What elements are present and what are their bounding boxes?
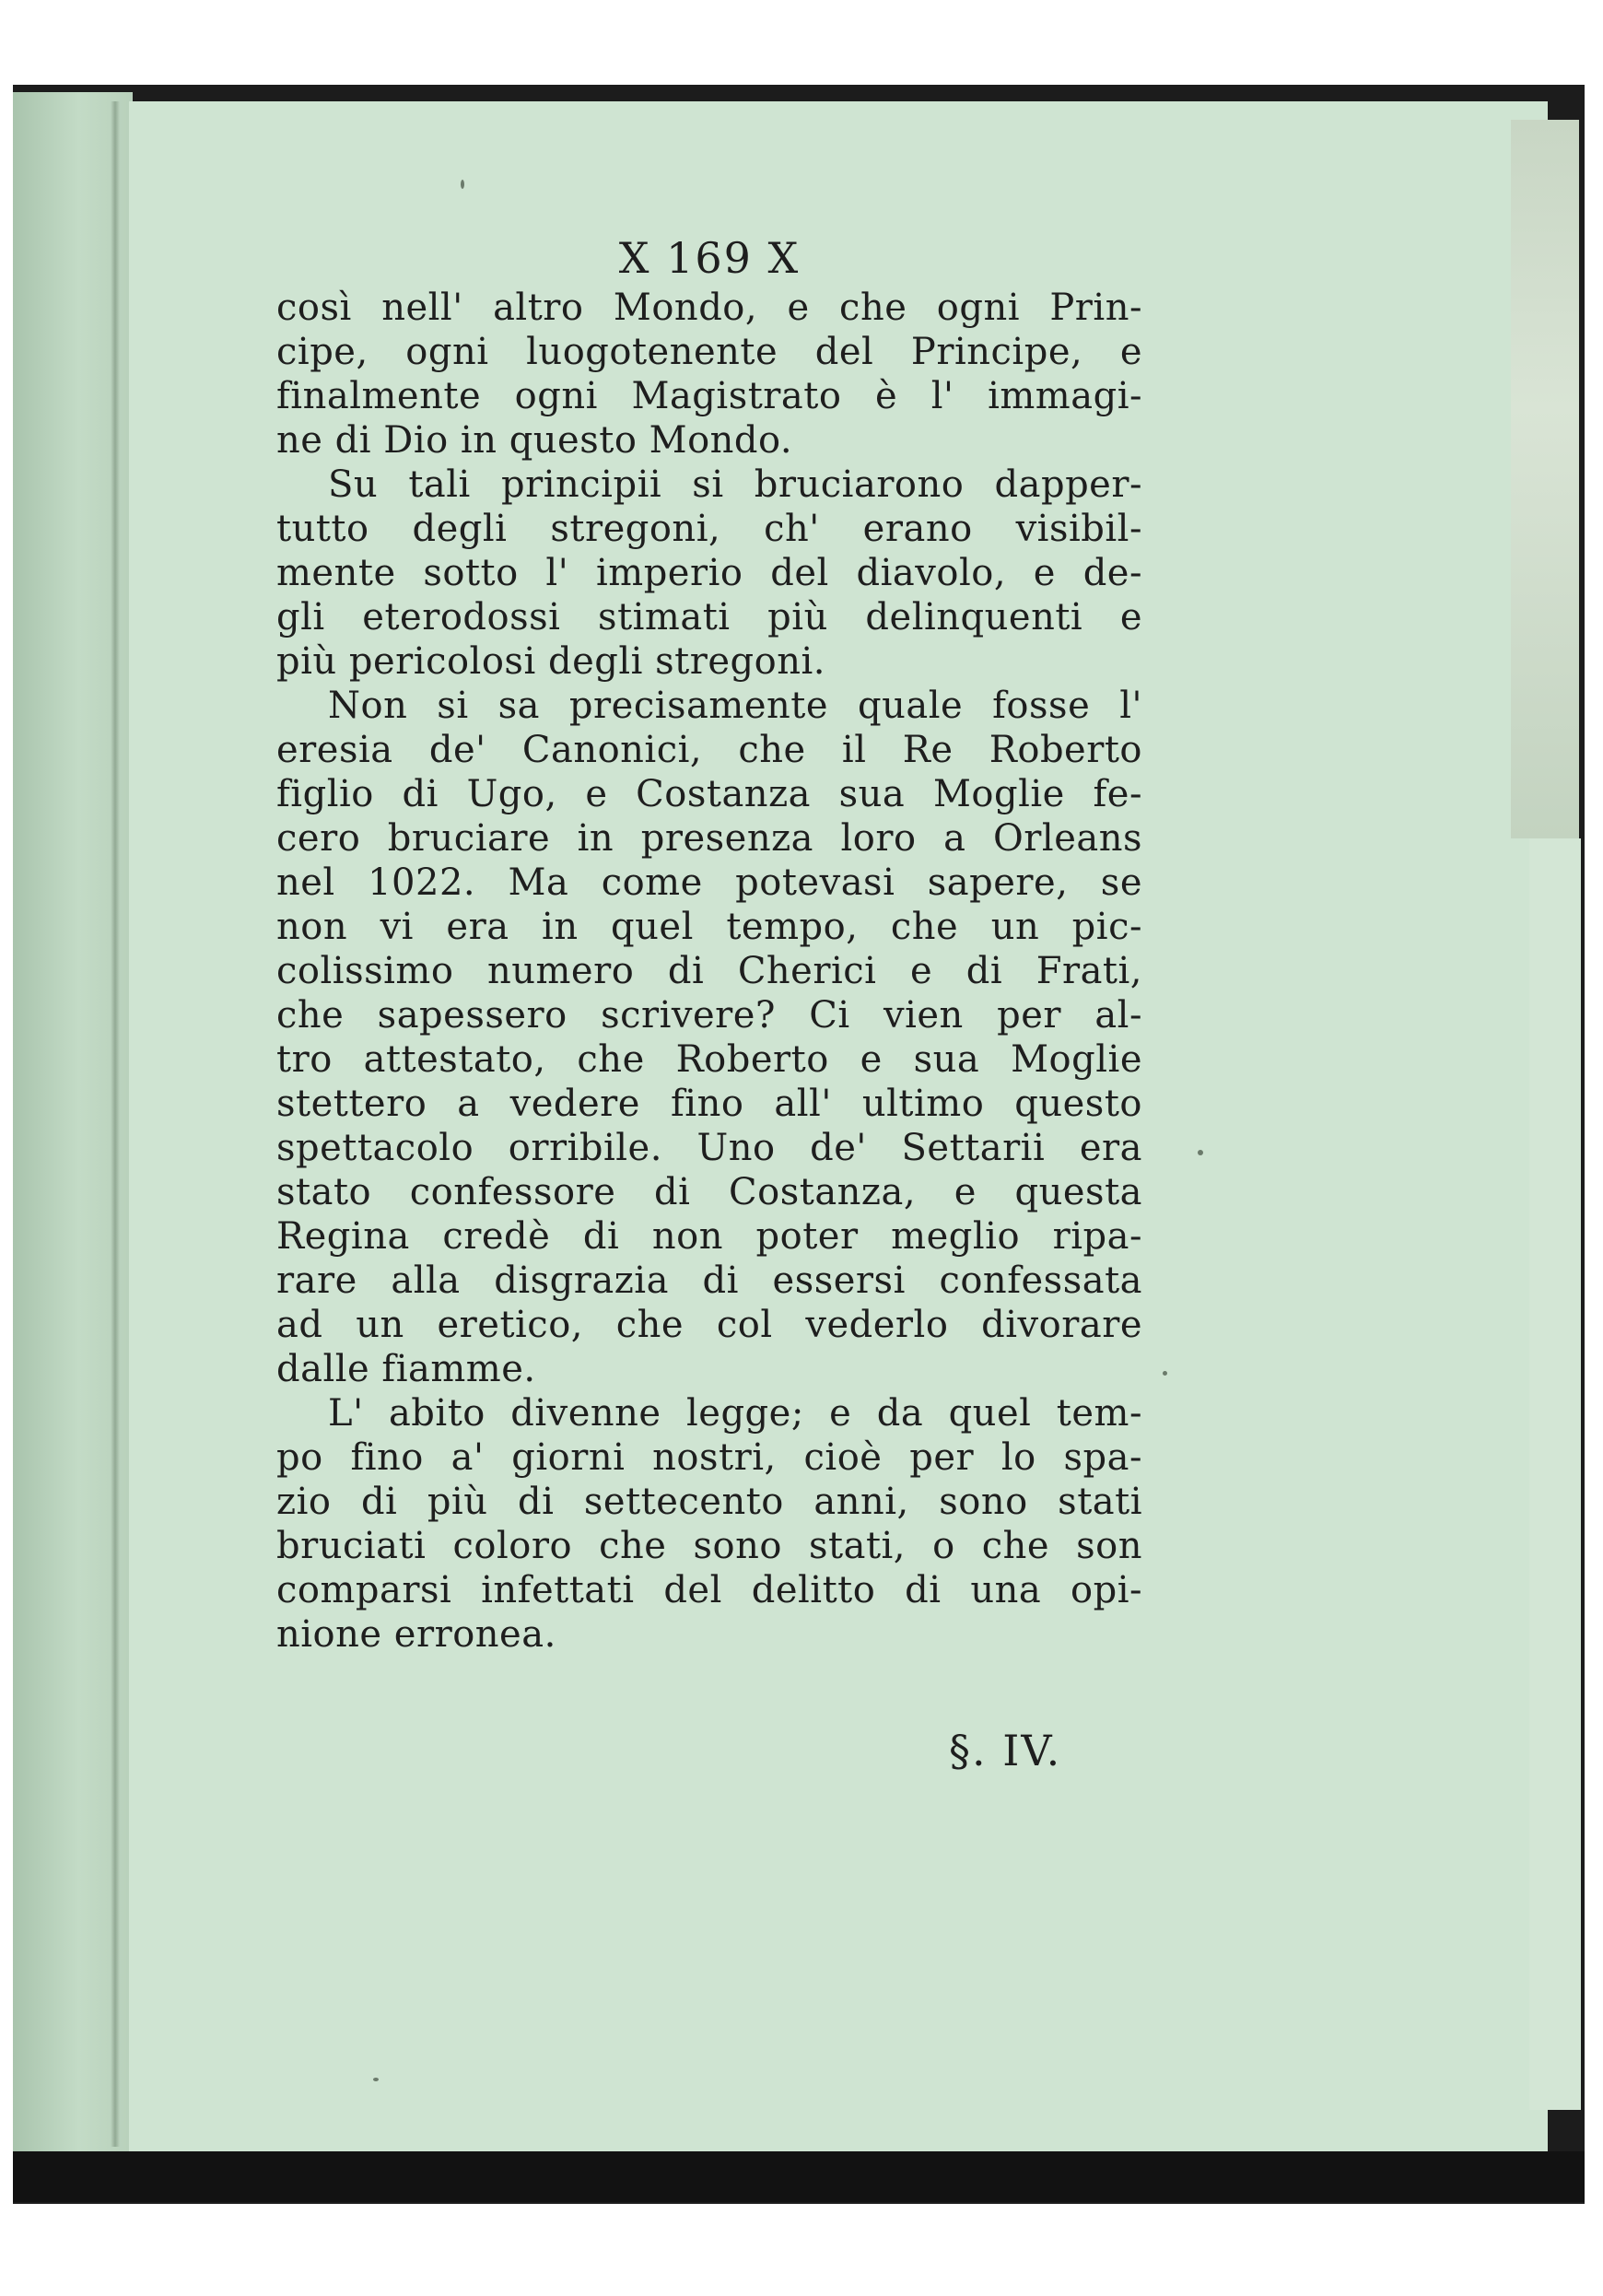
paper-speck (373, 2078, 379, 2081)
text-line: comparsi infettati del delitto di una opi- (276, 1569, 1142, 1611)
text-line: figlio di Ugo, e Costanza sua Moglie fe- (276, 773, 1142, 815)
paper-speck (461, 180, 464, 189)
text-line: L' abito divenne legge; e da quel tem- (328, 1392, 1142, 1435)
text-line: nione erronea. (276, 1613, 556, 1656)
text-line: spettacolo orribile. Uno de' Settarii era (276, 1127, 1142, 1169)
text-line: che sapessero scrivere? Ci vien per al- (276, 994, 1142, 1037)
paper-speck (1198, 1150, 1203, 1155)
text-line: cipe, ogni luogotenente del Principe, e (276, 331, 1142, 373)
paper-speck (1163, 1371, 1167, 1376)
text-line: dalle fiamme. (276, 1348, 536, 1390)
text-line: Su tali principii si bruciarono dapper- (328, 463, 1142, 506)
text-line: così nell' altro Mondo, e che ogni Prin- (276, 287, 1142, 329)
text-line: ad un eretico, che col vederlo divorare (276, 1304, 1142, 1346)
text-line: zio di più di settecento anni, sono stati (276, 1481, 1142, 1523)
text-line: Regina credè di non poter meglio ripa- (276, 1215, 1142, 1258)
text-line: non vi era in quel tempo, che un pic- (276, 906, 1142, 948)
text-line: tutto degli stregoni, ch' erano visibil- (276, 508, 1142, 550)
text-line: po fino a' giorni nostri, cioè per lo spa- (276, 1436, 1142, 1479)
text-line: rare alla disgrazia di essersi confessata (276, 1259, 1142, 1302)
text-line: bruciati coloro che sono stati, o che son (276, 1525, 1142, 1567)
page-gutter (111, 101, 120, 2147)
scan-margin (0, 2207, 1603, 2296)
page-text-block (276, 230, 1142, 1657)
catchword: §. IV. (949, 1726, 1062, 1775)
text-line: tro attestato, che Roberto e sua Moglie (276, 1038, 1142, 1081)
page-number-header: Ⅹ 169 Ⅹ (618, 233, 801, 283)
text-line: nel 1022. Ma come potevasi sapere, se (276, 861, 1142, 904)
text-line: cero bruciare in presenza loro a Orleans (276, 817, 1142, 860)
text-line: colissimo numero di Cherici e di Frati, (276, 950, 1142, 992)
text-line: ne di Dio in questo Mondo. (276, 419, 793, 462)
text-line: stettero a vedere fino all' ultimo questo (276, 1083, 1142, 1125)
text-line: finalmente ogni Magistrato è l' immagi- (276, 375, 1142, 417)
scan-bottom-border (13, 2151, 1585, 2202)
text-line: gli eterodossi stimati più delinquenti e (276, 596, 1142, 638)
body-text (276, 286, 1142, 1657)
page-edge-worn (1511, 120, 1579, 838)
page-edge (1529, 838, 1581, 2110)
text-line: mente sotto l' imperio del diavolo, e de- (276, 552, 1142, 594)
text-line: Non si sa precisamente quale fosse l' (328, 685, 1142, 727)
text-line: stato confessore di Costanza, e questa (276, 1171, 1142, 1213)
text-line: più pericolosi degli stregoni. (276, 640, 825, 683)
text-line: eresia de' Canonici, che il Re Roberto (276, 729, 1142, 771)
